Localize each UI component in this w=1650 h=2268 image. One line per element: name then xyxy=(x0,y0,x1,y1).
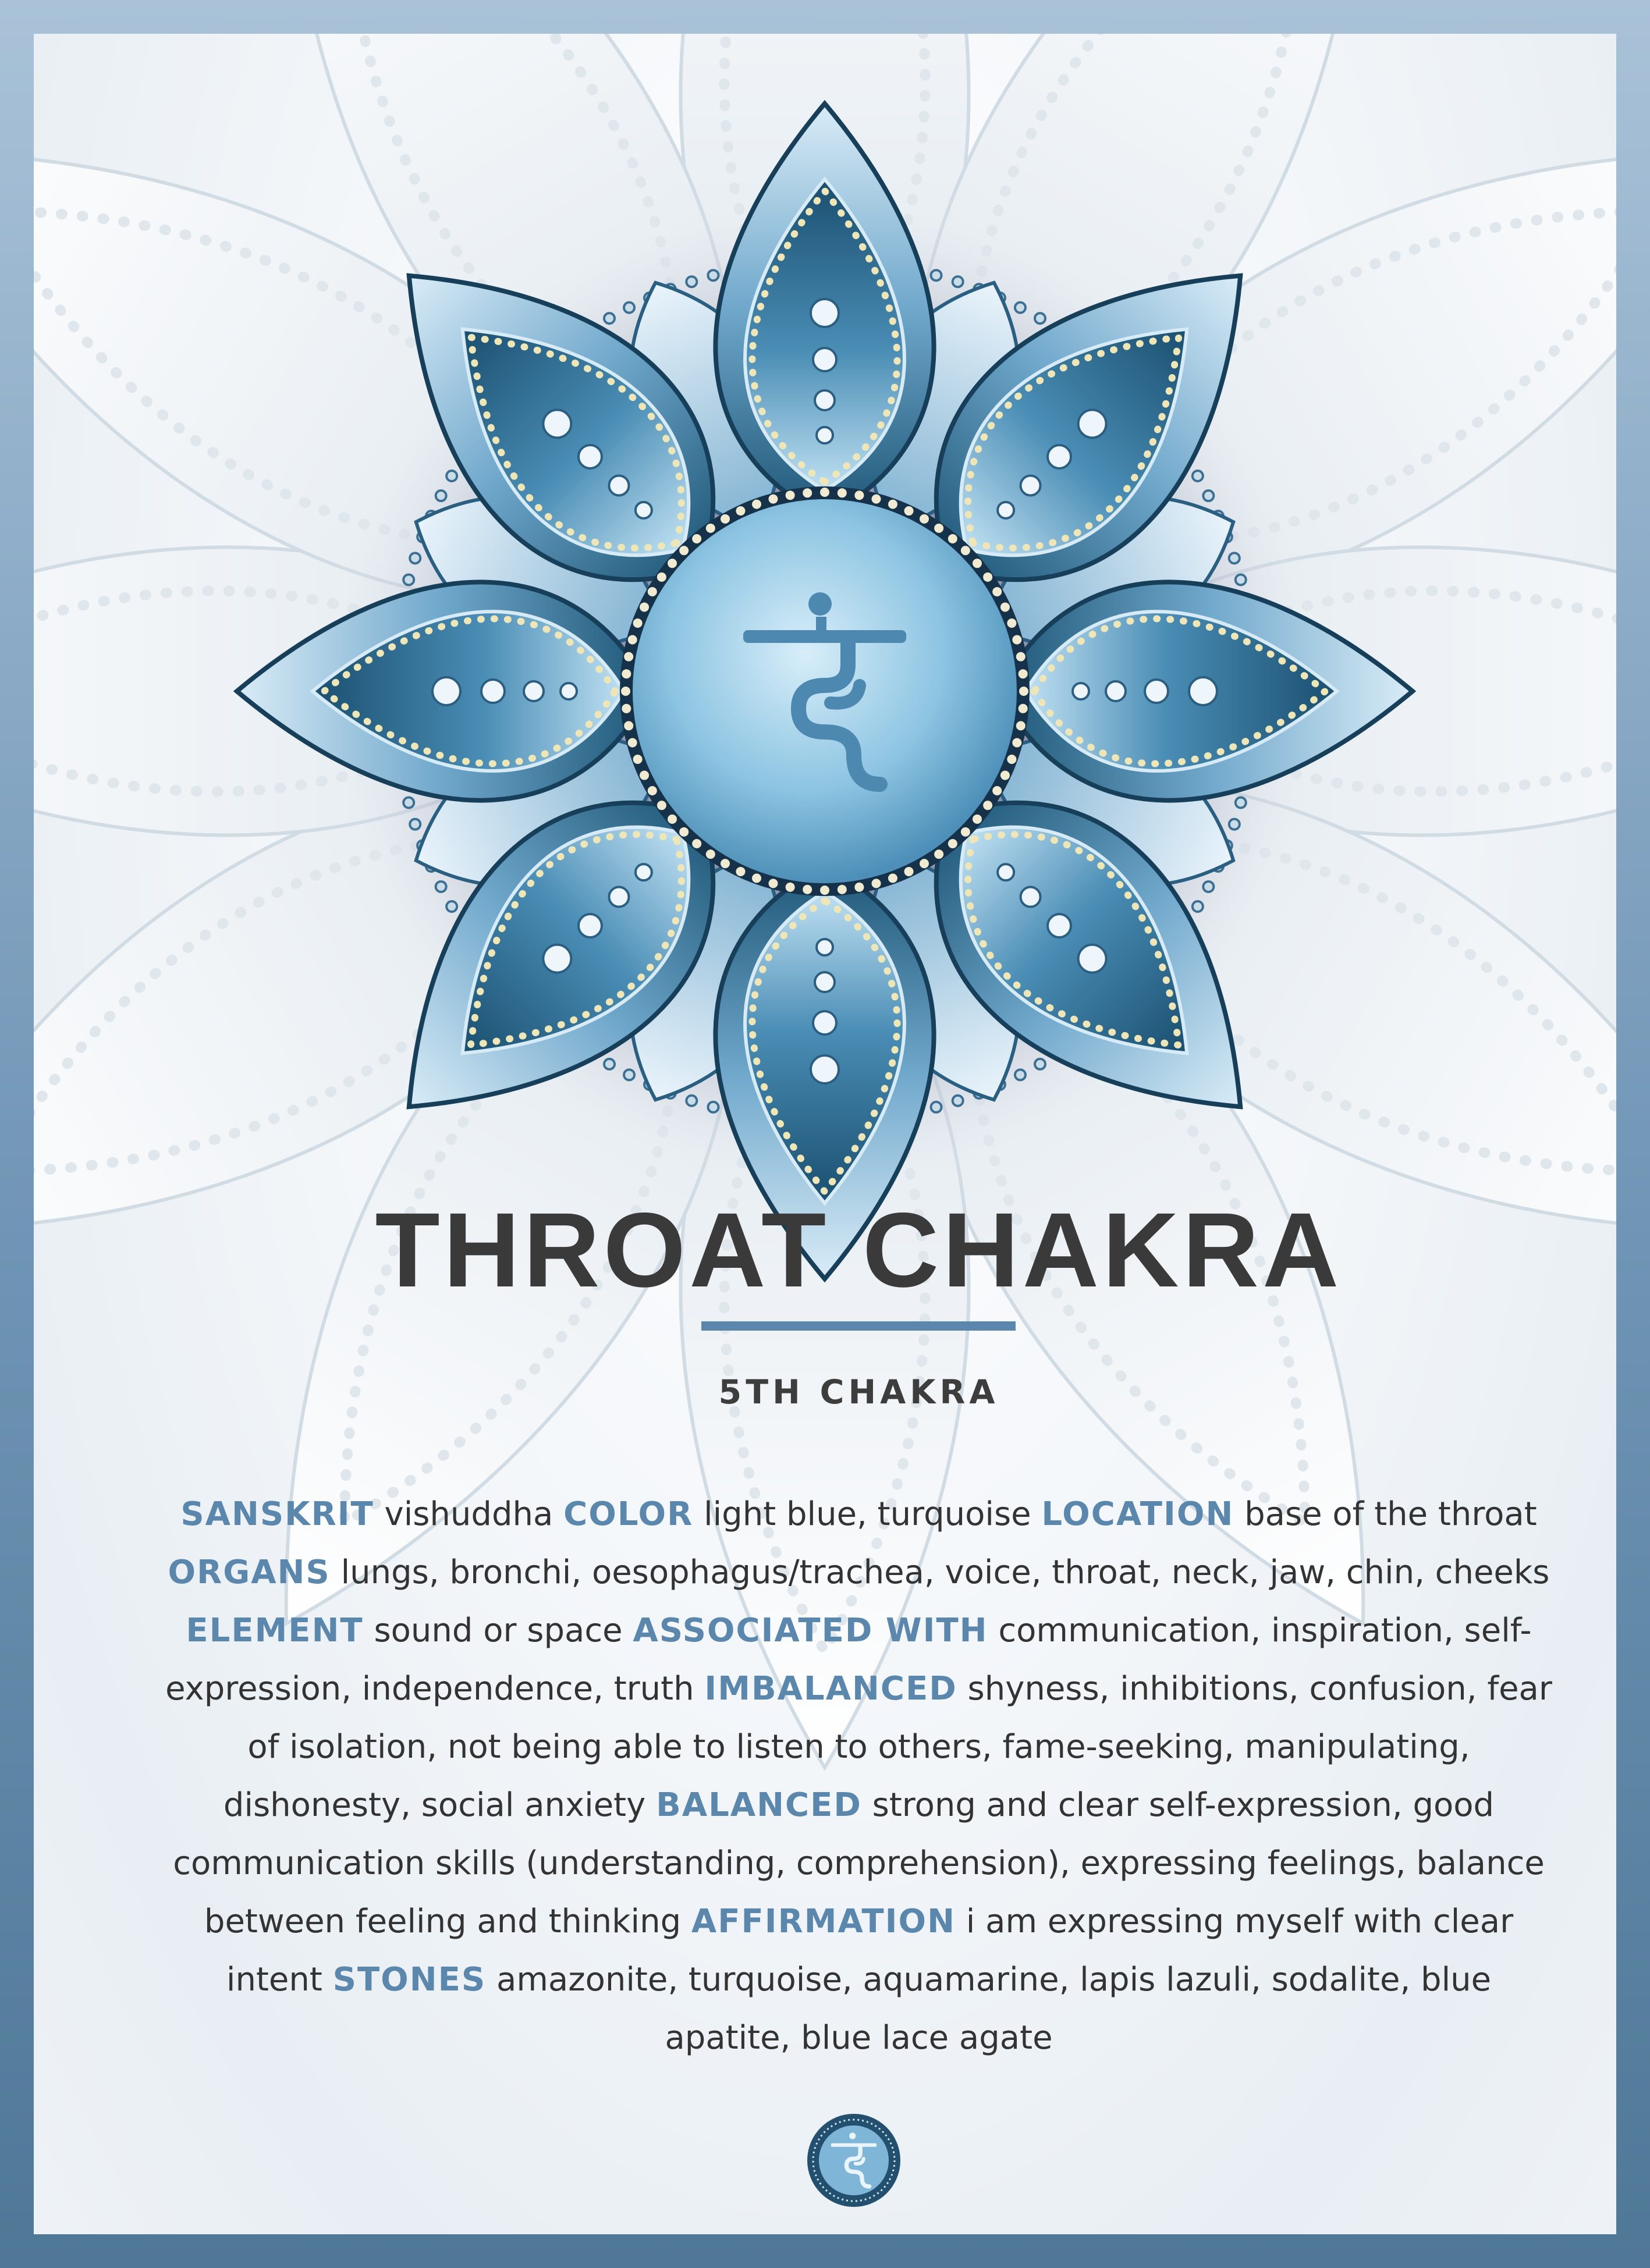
value-location: base of the throat xyxy=(1244,1495,1537,1533)
value-color: light blue, turquoise xyxy=(704,1495,1031,1533)
chakra-number: 5TH CHAKRA xyxy=(718,1373,999,1412)
label-color: COLOR xyxy=(563,1495,694,1533)
label-imbalanced: IMBALANCED xyxy=(704,1670,957,1708)
value-imbalanced: shyness, inhibitions, confusion, fear of isolation, not being able to listen to others, fame-seeking, manipulating, dishonesty, social anxiety xyxy=(223,1670,1552,1824)
value-sanskrit: vishuddha xyxy=(384,1495,553,1533)
value-associated-with: communication, inspiration, self-expression, independence, truth xyxy=(165,1612,1532,1708)
label-stones: STONES xyxy=(332,1961,487,1999)
label-organs: ORGANS xyxy=(168,1554,331,1591)
label-element: ELEMENT xyxy=(186,1612,364,1650)
footer-emblem xyxy=(806,2113,902,2208)
label-sanskrit: SANSKRIT xyxy=(180,1495,374,1533)
label-affirmation: AFFIRMATION xyxy=(691,1903,956,1940)
value-balanced: strong and clear self-expression, good communication skills (understanding, comprehension), expressing feelings, balance between feeling and thinking xyxy=(173,1786,1545,1940)
value-affirmation: i am expressing myself with clear intent xyxy=(226,1903,1514,1999)
value-organs: lungs, bronchi, oesophagus/trachea, voice, throat, neck, jaw, chin, cheeks xyxy=(340,1554,1550,1591)
value-stones: amazonite, turquoise, aquamarine, lapis lazuli, sodalite, blue apatite, blue lace agate xyxy=(496,1961,1492,2057)
front-petal xyxy=(715,104,934,517)
value-element: sound or space xyxy=(374,1612,623,1650)
title-divider xyxy=(701,1321,1016,1331)
poster-card xyxy=(34,34,1616,2234)
chakra-details xyxy=(162,1485,1556,2067)
label-location: LOCATION xyxy=(1041,1495,1234,1533)
front-petal xyxy=(237,582,650,800)
label-associated-with: ASSOCIATED WITH xyxy=(633,1612,988,1650)
center-disc xyxy=(620,486,1030,896)
page-title: THROAT CHAKRA xyxy=(375,1190,1343,1309)
front-petal xyxy=(999,582,1413,800)
label-balanced: BALANCED xyxy=(656,1786,862,1824)
